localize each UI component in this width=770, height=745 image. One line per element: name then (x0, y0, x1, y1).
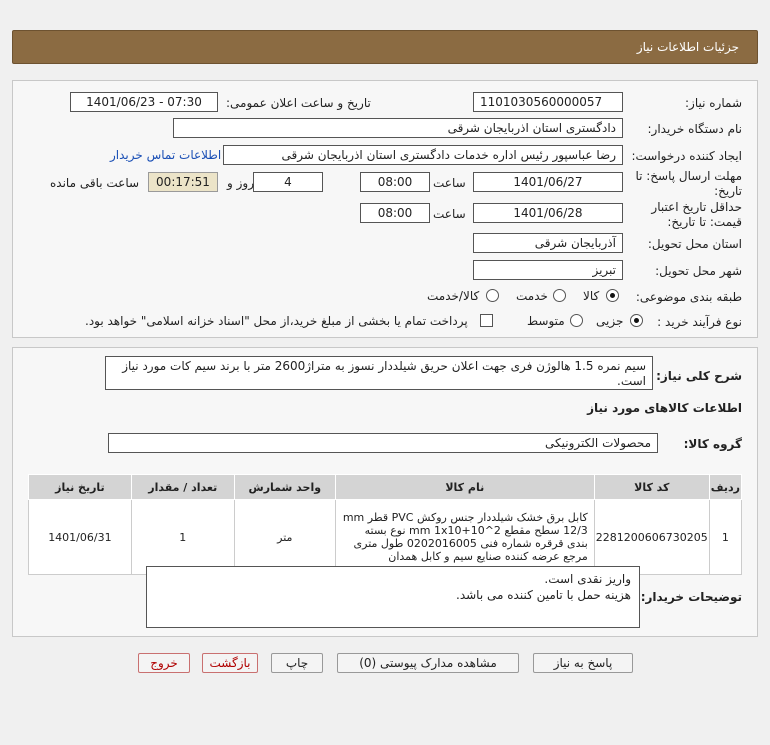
col-row: ردیف (709, 475, 741, 500)
goods-info-title: اطلاعات کالاهای مورد نیاز (587, 401, 742, 415)
validity-time-label: ساعت (433, 207, 466, 221)
deadline-label: مهلت ارسال پاسخ: تا تاریخ: (635, 169, 742, 198)
days-label: روز و (227, 176, 254, 190)
page-title: جزئیات اطلاعات نیاز (636, 40, 739, 54)
summary-text: سیم نمره 1.5 هالوژن فری جهت اعلان حریق شیلددار نسوز به متراژ2600 متر با برند سیم کات مورد نیاز است. (105, 356, 653, 390)
treasury-payment-note: پرداخت تمام یا بخشی از مبلغ خرید،از محل "اسناد خزانه اسلامی" خواهد بود. (85, 314, 468, 328)
goods-group-field: محصولات الکترونیکی (108, 433, 658, 453)
creator-label: ایجاد کننده درخواست: (631, 149, 742, 163)
validity-date-field: 1401/06/28 (473, 203, 623, 223)
buyer-notes-box (146, 566, 640, 628)
buyer-org-field: دادگستری استان اذربایجان شرقی (173, 118, 623, 138)
category-option-both: کالا/خدمت (427, 289, 480, 303)
treasury-payment-checkbox[interactable] (480, 314, 493, 327)
need-number-field: 1101030560000057 (473, 92, 623, 112)
province-label: استان محل تحویل: (647, 237, 742, 251)
deadline-time-field: 08:00 (360, 172, 430, 192)
goods-group-label: گروه کالا: (683, 437, 742, 451)
print-button[interactable]: چاپ (271, 653, 323, 673)
col-qty: تعداد / مقدار (131, 475, 234, 500)
summary-label: شرح کلی نیاز: (656, 369, 742, 383)
reply-button[interactable]: پاسخ به نیاز (533, 653, 633, 673)
back-button[interactable]: بازگشت (202, 653, 258, 673)
category-option-goods: کالا (583, 289, 600, 303)
category-radio-both[interactable] (486, 289, 499, 302)
exit-button[interactable]: خروج (138, 653, 190, 673)
col-code: کد کالا (594, 475, 709, 500)
category-radio-service[interactable] (553, 289, 566, 302)
announce-datetime-label: تاریخ و ساعت اعلان عمومی: (226, 96, 371, 110)
page-header (12, 30, 758, 64)
attachments-button[interactable]: مشاهده مدارک پیوستی (0) (337, 653, 519, 673)
col-unit: واحد شمارش (234, 475, 335, 500)
process-type-label: نوع فرآیند خرید : (657, 315, 742, 329)
cell-qty: 1 (131, 500, 234, 575)
table-header-row (29, 475, 742, 500)
deadline-date-field: 1401/06/27 (473, 172, 623, 192)
buyer-org-label: نام دستگاه خریدار: (647, 122, 742, 136)
cell-date: 1401/06/31 (29, 500, 132, 575)
category-label: طبقه بندی موضوعی: (635, 290, 742, 304)
process-option-medium: متوسط (527, 314, 565, 328)
table-row (29, 500, 742, 575)
process-radio-medium[interactable] (570, 314, 583, 327)
cell-name: کابل برق خشک شیلددار جنس روکش PVC قطر mm 12/3 سطح مقطع 2^mm 1x10+10 نوع بسته بندی قرقره شماره فنی 0202016005 طول متری مرجع عرضه کننده صنایع سیم و کابل همدان (335, 500, 594, 575)
days-field: 4 (253, 172, 323, 192)
buyer-note-line-1: واریز نقدی است. (544, 572, 631, 586)
cell-code: 2281200606730205 (594, 500, 709, 575)
city-field: تبریز (473, 260, 623, 280)
col-name: نام کالا (335, 475, 594, 500)
announce-datetime-field: 1401/06/23 - 07:30 (70, 92, 218, 112)
validity-time-field: 08:00 (360, 203, 430, 223)
creator-field: رضا عباسپور رئیس اداره خدمات دادگستری استان اذربایجان شرقی (223, 145, 623, 165)
city-label: شهر محل تحویل: (655, 264, 742, 278)
buyer-contact-link[interactable]: اطلاعات تماس خریدار (110, 148, 222, 162)
cell-unit: متر (234, 500, 335, 575)
process-option-minor: جزیی (596, 314, 624, 328)
remaining-label: ساعت باقی مانده (50, 176, 140, 190)
col-date: تاریخ نیاز (29, 475, 132, 500)
deadline-time-label: ساعت (433, 176, 466, 190)
remaining-time-field: 00:17:51 (148, 172, 218, 192)
process-radio-minor[interactable] (630, 314, 643, 327)
category-radio-goods[interactable] (606, 289, 619, 302)
buyer-notes-label: توضیحات خریدار: (640, 590, 742, 604)
category-option-service: خدمت (516, 289, 548, 303)
need-number-label: شماره نیاز: (685, 96, 742, 110)
province-field: آذربایجان شرقی (473, 233, 623, 253)
buyer-note-line-2: هزینه حمل با تامین کننده می باشد. (456, 588, 631, 602)
validity-label: حداقل تاریخ اعتبار قیمت: تا تاریخ: (651, 200, 742, 229)
goods-table (28, 474, 742, 575)
cell-row: 1 (709, 500, 741, 575)
